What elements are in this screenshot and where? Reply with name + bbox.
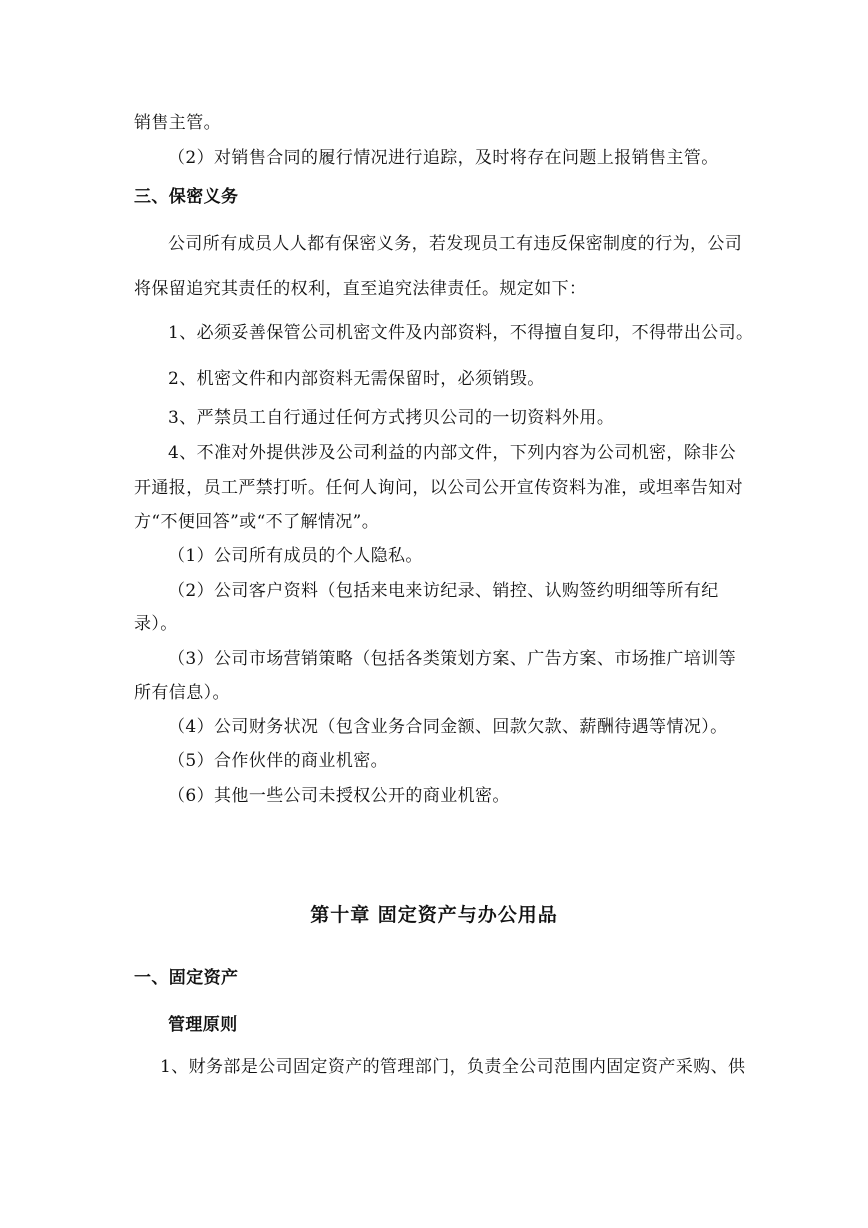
section-heading: 三、保密义务 (134, 187, 239, 207)
paragraph-line: 方“不便回答”或“不了解情况”。 (134, 512, 380, 532)
paragraph-line: 1、财务部是公司固定资产的管理部门，负责全公司范围内固定资产采购、供 (160, 1057, 746, 1077)
list-item: （5）合作伙伴的商业机密。 (168, 751, 389, 771)
paragraph-line: （2）对销售合同的履行情况进行追踪，及时将存在问题上报销售主管。 (168, 148, 719, 168)
list-item: 3、严禁员工自行通过任何方式拷贝公司的一切资料外用。 (168, 408, 615, 428)
paragraph-line: 录）。 (134, 614, 178, 634)
chapter-title: 第十章 固定资产与办公用品 (310, 904, 558, 926)
paragraph-line: 所有信息）。 (134, 683, 230, 703)
section-heading: 一、固定资产 (134, 968, 239, 988)
list-item: （2）公司客户资料（包括来电来访纪录、销控、认购签约明细等所有纪 (168, 581, 719, 601)
paragraph-line: 销售主管。 (134, 113, 221, 133)
list-item: （4）公司财务状况（包含业务合同金额、回款欠款、薪酬待遇等情况）。 (168, 717, 728, 737)
list-item: 2、机密文件和内部资料无需保留时，必须销毁。 (168, 369, 545, 389)
paragraph-line: 开通报，员工严禁打听。任何人询问，以公司公开宣传资料为准，或坦率告知对 (134, 478, 743, 498)
list-item: （1）公司所有成员的个人隐私。 (168, 546, 423, 566)
list-item: 4、不准对外提供涉及公司利益的内部文件，下列内容为公司机密，除非公 (168, 443, 737, 463)
list-item: 1、必须妥善保管公司机密文件及内部资料，不得擅自复印，不得带出公司。 (168, 323, 754, 343)
paragraph-line: 将保留追究其责任的权利，直至追究法律责任。规定如下： (134, 279, 587, 299)
list-item: （3）公司市场营销策略（包括各类策划方案、广告方案、市场推广培训等 (168, 649, 737, 669)
paragraph-line: 公司所有成员人人都有保密义务，若发现员工有违反保密制度的行为，公司 (168, 234, 743, 254)
list-item: （6）其他一些公司未授权公开的商业机密。 (168, 786, 510, 806)
subsection-heading: 管理原则 (168, 1015, 238, 1035)
